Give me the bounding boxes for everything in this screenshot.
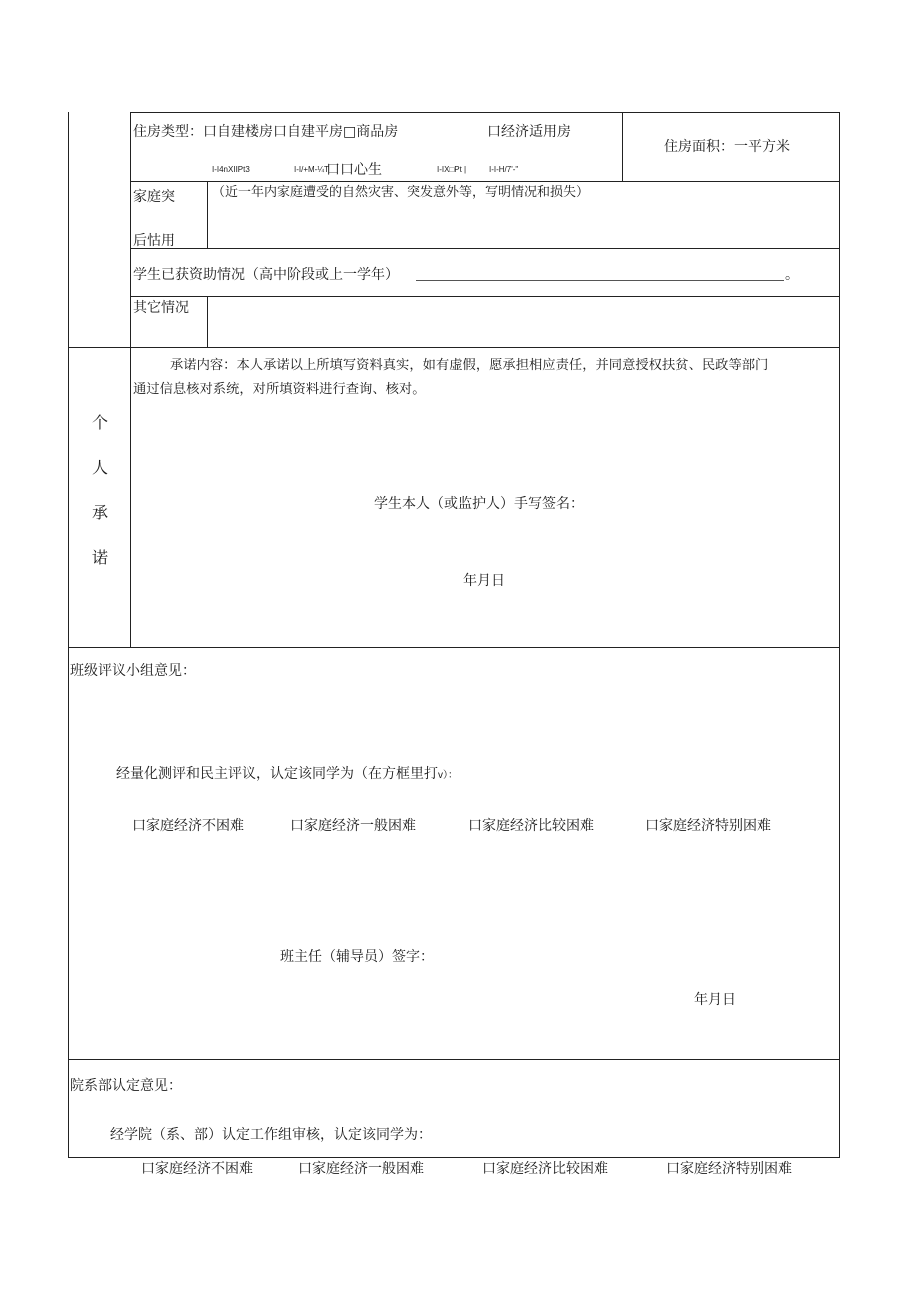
housing-area-label: 住房面积：一平方米 bbox=[664, 139, 790, 155]
pledge-side-char-2: 人 bbox=[92, 458, 109, 477]
emergency-hint: （近一年内家庭遭受的自然灾害、突发意外等，写明情况和损失） bbox=[212, 185, 590, 200]
dept-option-relatively-difficult[interactable]: 口家庭经济比较困难 bbox=[482, 1161, 608, 1177]
row-divider-emergency bbox=[130, 248, 840, 249]
table-right-border bbox=[839, 112, 840, 1157]
class-option-relatively-difficult[interactable]: 口家庭经济比较困难 bbox=[468, 818, 594, 834]
garbled-text-5: I-I-H/7'-" bbox=[489, 165, 519, 174]
pledge-side-char-3: 承 bbox=[92, 503, 109, 522]
pledge-date: 年月日 bbox=[463, 573, 505, 589]
class-review-title: 班级评议小组意见： bbox=[70, 663, 196, 679]
row-divider-class-review bbox=[68, 1059, 840, 1060]
pledge-text-line1: 承诺内容：本人承诺以上所填写资料真实，如有虚假，愿承担相应责任，并同意授权扶贫、民政等部门 bbox=[170, 358, 769, 373]
row-divider-pledge bbox=[68, 647, 840, 648]
row-divider-aid bbox=[130, 296, 840, 297]
pledge-side-char-1: 个 bbox=[92, 413, 109, 432]
class-option-not-difficult[interactable]: 口家庭经济不困难 bbox=[132, 818, 244, 834]
sub-label-column-border-1 bbox=[207, 181, 208, 248]
garbled-text-3: 口口心生 bbox=[326, 162, 382, 178]
housing-area-divider bbox=[622, 112, 623, 181]
aid-fill-line[interactable] bbox=[416, 280, 784, 281]
pledge-text-line2: 通过信息核对系统，对所填资料进行查询、核对。 bbox=[133, 382, 426, 397]
pledge-signature-label: 学生本人（或监护人）手写签名： bbox=[374, 496, 584, 512]
dept-option-general-difficult[interactable]: 口家庭经济一般困难 bbox=[298, 1161, 424, 1177]
row-top-border bbox=[130, 112, 840, 113]
garbled-text-1: I-I4nXIIPt3 bbox=[212, 165, 250, 174]
other-label: 其它情况 bbox=[133, 300, 189, 316]
class-review-statement-mark: v）： bbox=[438, 770, 458, 781]
class-review-date: 年月日 bbox=[694, 992, 736, 1008]
aid-end-mark: 。 bbox=[785, 267, 799, 283]
class-option-general-difficult[interactable]: 口家庭经济一般困难 bbox=[290, 818, 416, 834]
aid-label: 学生已获资助情况（高中阶段或上一学年） bbox=[133, 267, 399, 283]
class-review-statement-text: 经量化测评和民主评议，认定该同学为（在方框里打 bbox=[116, 766, 438, 782]
dept-option-especially-difficult[interactable]: 口家庭经济特别困难 bbox=[666, 1161, 792, 1177]
class-review-signature-label: 班主任（辅导员）签字： bbox=[280, 949, 434, 965]
department-review-title: 院系部认定意见： bbox=[70, 1078, 182, 1094]
housing-type-label: 住房类型：口自建楼房口自建平房□商品房 bbox=[133, 124, 399, 140]
garbled-text-2: I-I/+M-¼T bbox=[294, 165, 329, 174]
pledge-side-char-4: 诺 bbox=[92, 548, 109, 567]
emergency-label-line1: 家庭突 bbox=[133, 189, 175, 205]
inner-label-column-border bbox=[130, 112, 131, 647]
garbled-text-4: I-IX□Pt | bbox=[437, 165, 467, 174]
housing-econ-option: 口经济适用房 bbox=[487, 124, 571, 140]
class-option-especially-difficult[interactable]: 口家庭经济特别困难 bbox=[645, 818, 771, 834]
dept-option-not-difficult[interactable]: 口家庭经济不困难 bbox=[141, 1161, 253, 1177]
sub-label-column-border-2 bbox=[207, 296, 208, 347]
emergency-label-line2: 后怙用 bbox=[133, 233, 175, 249]
row-divider-other bbox=[68, 347, 840, 348]
department-review-statement: 经学院（系、部）认定工作组审核，认定该同学为： bbox=[110, 1127, 432, 1143]
class-review-statement bbox=[116, 763, 458, 783]
table-left-border bbox=[68, 112, 69, 1157]
